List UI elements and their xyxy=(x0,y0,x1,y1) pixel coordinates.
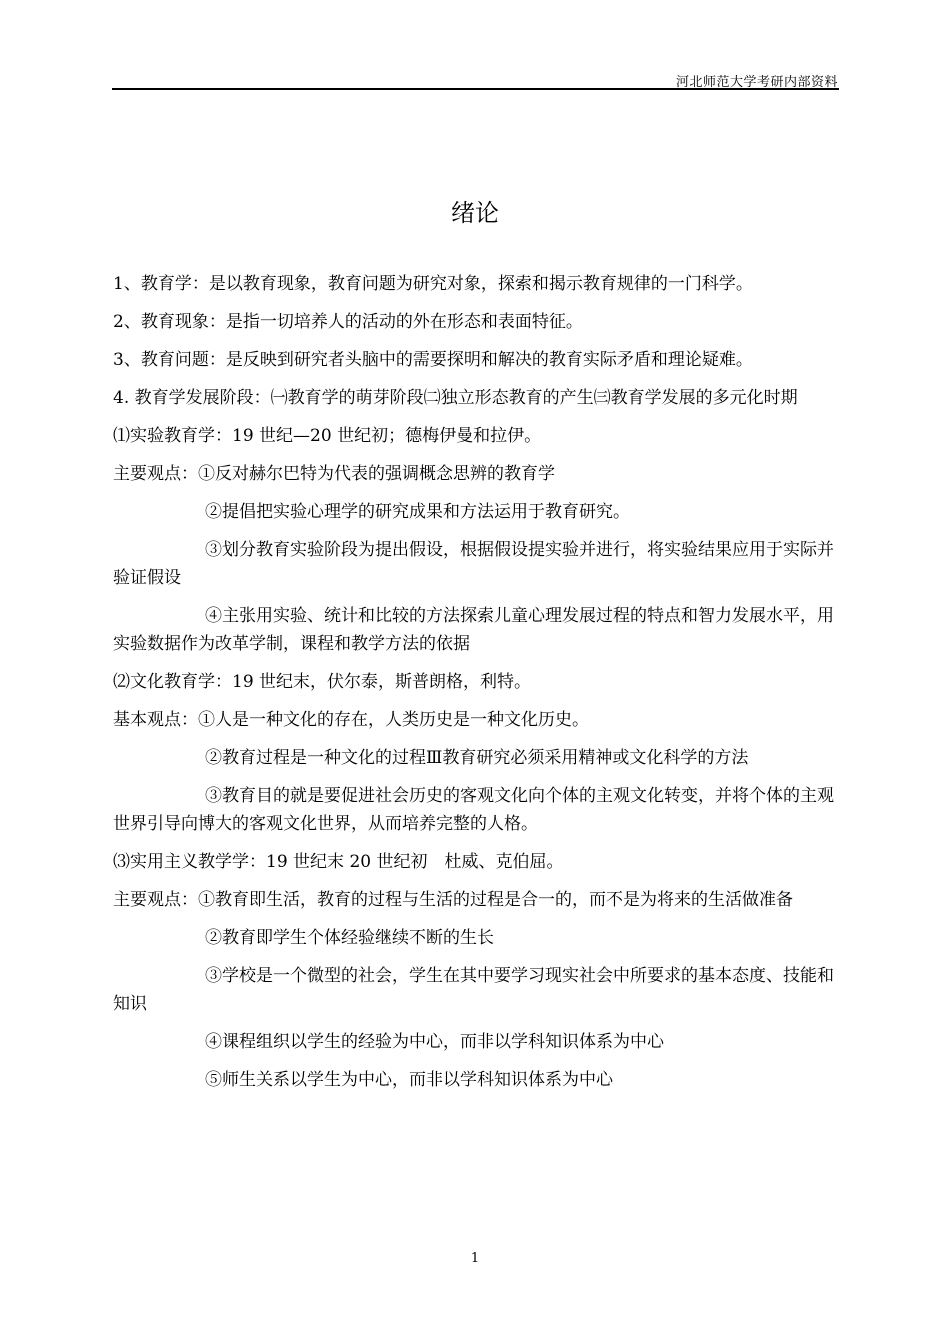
definition-educational-problem: 3、教育问题：是反映到研究者头脑中的需要探明和解决的教育实际矛盾和理论疑难。 xyxy=(113,350,753,370)
experimental-point-1: 主要观点：①反对赫尔巴特为代表的强调概念思辨的教育学 xyxy=(113,464,555,484)
pragmatism-point-2: ②教育即学生个体经验继续不断的生长 xyxy=(205,928,494,948)
definition-educational-phenomenon: 2、教育现象：是指一切培养人的活动的外在形态和表面特征。 xyxy=(113,312,583,332)
definition-pedagogy: 1、教育学：是以教育现象，教育问题为研究对象，探索和揭示教育规律的一门科学。 xyxy=(113,274,753,294)
experimental-point-4: ④主张用实验、统计和比较的方法探索儿童心理发展过程的特点和智力发展水平，用实验数据作为改革学制，课程和教学方法的依据 xyxy=(113,606,834,654)
cultural-pedagogy-heading: ⑵文化教育学：19 世纪末，伏尔泰，斯普朗格，利特。 xyxy=(113,672,532,692)
document-body xyxy=(113,270,843,1104)
experimental-point-3: ③划分教育实验阶段为提出假设，根据假设提实验并进行，将实验结果应用于实际并验证假设 xyxy=(113,540,834,588)
pragmatism-heading: ⑶实用主义教学学：19 世纪末 20 世纪初 杜威、克伯屈。 xyxy=(113,852,564,872)
header-divider xyxy=(112,88,839,90)
page-number: 1 xyxy=(470,1251,480,1266)
development-stages: 4. 教育学发展阶段：㈠教育学的萌芽阶段㈡独立形态教育的产生㈢教育学发展的多元化时期 xyxy=(113,388,798,408)
experimental-pedagogy-heading: ⑴实验教育学：19 世纪—20 世纪初；德梅伊曼和拉伊。 xyxy=(113,426,542,446)
page-header: 河北师范大学考研内部资料 xyxy=(675,75,838,90)
experimental-point-2: ②提倡把实验心理学的研究成果和方法运用于教育研究。 xyxy=(205,502,630,522)
cultural-point-3: ③教育目的就是要促进社会历史的客观文化向个体的主观文化转变，并将个体的主观世界引导向博大的客观文化世界，从而培养完整的人格。 xyxy=(113,786,834,834)
pragmatism-point-4: ④课程组织以学生的经验为中心，而非以学科知识体系为中心 xyxy=(205,1032,664,1052)
pragmatism-point-5: ⑤师生关系以学生为中心，而非以学科知识体系为中心 xyxy=(205,1070,613,1090)
document-title: 绪论 xyxy=(451,199,499,227)
pragmatism-point-1: 主要观点：①教育即生活，教育的过程与生活的过程是合一的，而不是为将来的生活做准备 xyxy=(113,890,793,910)
pragmatism-point-3: ③学校是一个微型的社会，学生在其中要学习现实社会中所要求的基本态度、技能和知识 xyxy=(113,966,834,1014)
cultural-point-2: ②教育过程是一种文化的过程Ⅲ教育研究必须采用精神或文化科学的方法 xyxy=(205,748,749,768)
cultural-point-1: 基本观点：①人是一种文化的存在，人类历史是一种文化历史。 xyxy=(113,710,589,730)
